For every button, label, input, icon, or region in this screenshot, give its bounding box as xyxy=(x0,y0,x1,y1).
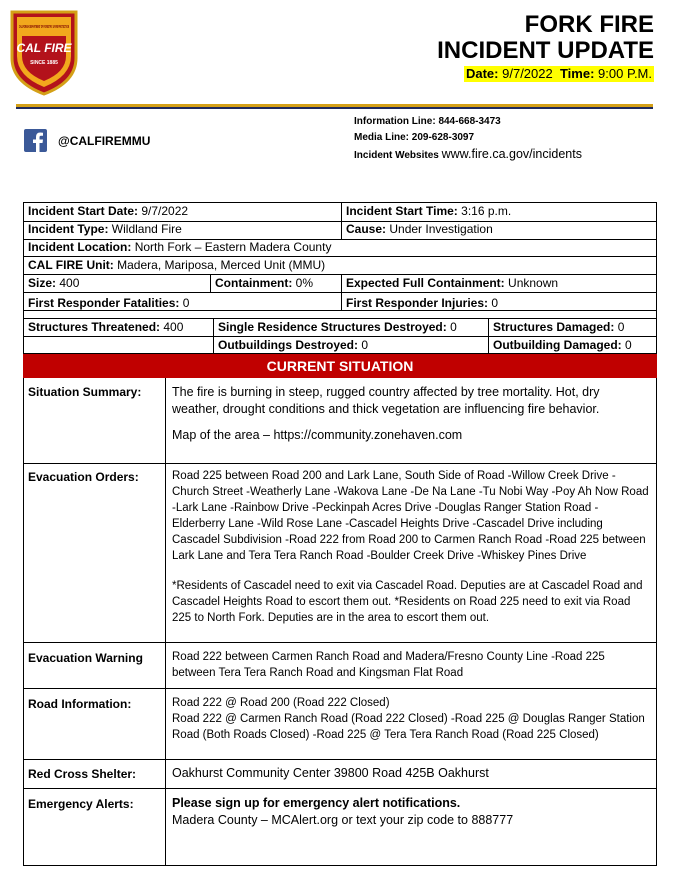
time-value: 9:00 P.M. xyxy=(598,66,652,81)
incident-websites xyxy=(354,146,582,164)
title-fire-name: FORK FIRE xyxy=(524,11,654,38)
outbuilding-damaged: Outbuilding Damaged: 0 xyxy=(493,338,632,352)
road-information-text: Road 222 @ Road 200 (Road 222 Closed) Road 222 @ Carmen Ranch Road (Road 222 Closed) -Road 225 @ Douglas Ranger Station Road (Both Roads Closed) -Road 225 @ Tera Tera Ranch Road (Road 225 Closed) xyxy=(172,697,645,741)
contact-info xyxy=(354,114,582,164)
logo-main-text: CAL FIRE xyxy=(16,41,72,55)
logo-top-text: CALIFORNIA DEPARTMENT OF FORESTRY & FIRE PROTECTION xyxy=(19,24,69,29)
logo-since-text: SINCE 1885 xyxy=(30,60,58,66)
first-responder-injuries: First Responder Injuries: 0 xyxy=(346,296,499,310)
title-incident-update: INCIDENT UPDATE xyxy=(437,37,654,64)
header-rule-navy xyxy=(16,107,653,109)
date-label: Date: xyxy=(465,66,499,81)
incident-location: Incident Location: North Fork – Eastern Madera County xyxy=(28,240,332,254)
containment: Containment: 0% xyxy=(215,276,314,290)
incident-start-time: Incident Start Time: 3:16 p.m. xyxy=(346,204,512,218)
red-cross-shelter-text: Oakhurst Community Center 39800 Road 425B Oakhurst xyxy=(172,766,489,780)
incident-start-date: Incident Start Date: 9/7/2022 xyxy=(28,204,189,218)
alert-signup-notice: Please sign up for emergency alert notifications. xyxy=(172,796,461,810)
facebook-handle[interactable]: @CALFIREMMU xyxy=(58,134,151,148)
incident-cause: Cause: Under Investigation xyxy=(346,222,493,236)
first-responder-fatalities: First Responder Fatalities: 0 xyxy=(28,296,190,310)
road-information-label: Road Information: xyxy=(28,697,132,711)
evacuation-warning-text: Road 222 between Carmen Ranch Road and Madera/Fresno County Line -Road 225 between Tera Tera Ranch Road and Kingsman Flat Road xyxy=(172,651,605,679)
situation-summary-text: The fire is burning in steep, rugged country affected by tree mortality. Hot, dry weather, drought conditions and thick vegetation are influencing fire behavior. Map of the area – https://community.zonehaven.com xyxy=(172,384,650,454)
media-line: Media Line: 209-628-3097 xyxy=(354,132,475,143)
red-cross-shelter-label: Red Cross Shelter: xyxy=(28,767,137,781)
websites-label: Incident Websites xyxy=(354,150,439,161)
date-value: 9/7/2022 xyxy=(502,66,553,81)
cal-fire-logo xyxy=(8,6,80,96)
situation-details-table xyxy=(23,378,657,866)
structures-damaged: Structures Damaged: 0 xyxy=(493,320,625,334)
fire-size: Size: 400 xyxy=(28,276,80,290)
cal-fire-unit: CAL FIRE Unit: Madera, Mariposa, Merced Unit (MMU) xyxy=(28,258,326,272)
evacuation-warning-label: Evacuation Warning xyxy=(28,651,143,665)
facebook-icon[interactable] xyxy=(24,129,47,152)
incident-type: Incident Type: Wildland Fire xyxy=(28,222,182,236)
time-label: Time: xyxy=(559,66,595,81)
emergency-alerts-text xyxy=(172,795,650,839)
evacuation-orders-text: Road 225 between Road 200 and Lark Lane, South Side of Road -Willow Creek Drive -Church Street -Weatherly Lane -Wakova Lane -De Na Lane -Tu Nobi Way -Poy Ah Now Road -Lark Lane -Rainbow Drive -Peckinpah Acres Drive -Douglas Ranger Station Road -Elderberry Lane -Wild Rose Lane -Cascadel Heights Drive -Cascadel Drive including Cascadel Subdivision -Road 222 from Road 200 to Carmen Ranch Road -Road 225 between Lark Lane and Tera Tera Ranch Road -Boulder Creek Drive -Whiskey Pines Drive *Residents of Cascadel need to exit via Cascadel Road. Deputies are at Cascadel Road and Cascadel Heights Road to escort them out. *Residents on Road 225 need to exit via Road 225 to North Fork. Deputies are in the area to escort them out. xyxy=(172,470,649,624)
single-residence-destroyed: Single Residence Structures Destroyed: 0 xyxy=(218,320,457,334)
evacuation-orders-label: Evacuation Orders: xyxy=(28,470,139,484)
current-situation-header: CURRENT SITUATION xyxy=(23,354,657,378)
information-line: Information Line: 844-668-3473 xyxy=(354,116,501,127)
situation-summary-label: Situation Summary: xyxy=(28,385,142,399)
websites-link[interactable]: www.fire.ca.gov/incidents xyxy=(441,147,582,161)
map-link: Map of the area – https://community.zonehaven.com xyxy=(172,428,463,442)
incident-summary-table xyxy=(23,202,657,354)
expected-containment: Expected Full Containment: Unknown xyxy=(346,276,559,290)
alert-signup-instructions: Madera County – MCAlert.org or text your zip code to 888777 xyxy=(172,813,514,827)
outbuildings-destroyed: Outbuildings Destroyed: 0 xyxy=(218,338,369,352)
structures-threatened: Structures Threatened: 400 xyxy=(28,320,184,334)
date-time-line xyxy=(464,66,654,82)
emergency-alerts-label: Emergency Alerts: xyxy=(28,797,134,811)
